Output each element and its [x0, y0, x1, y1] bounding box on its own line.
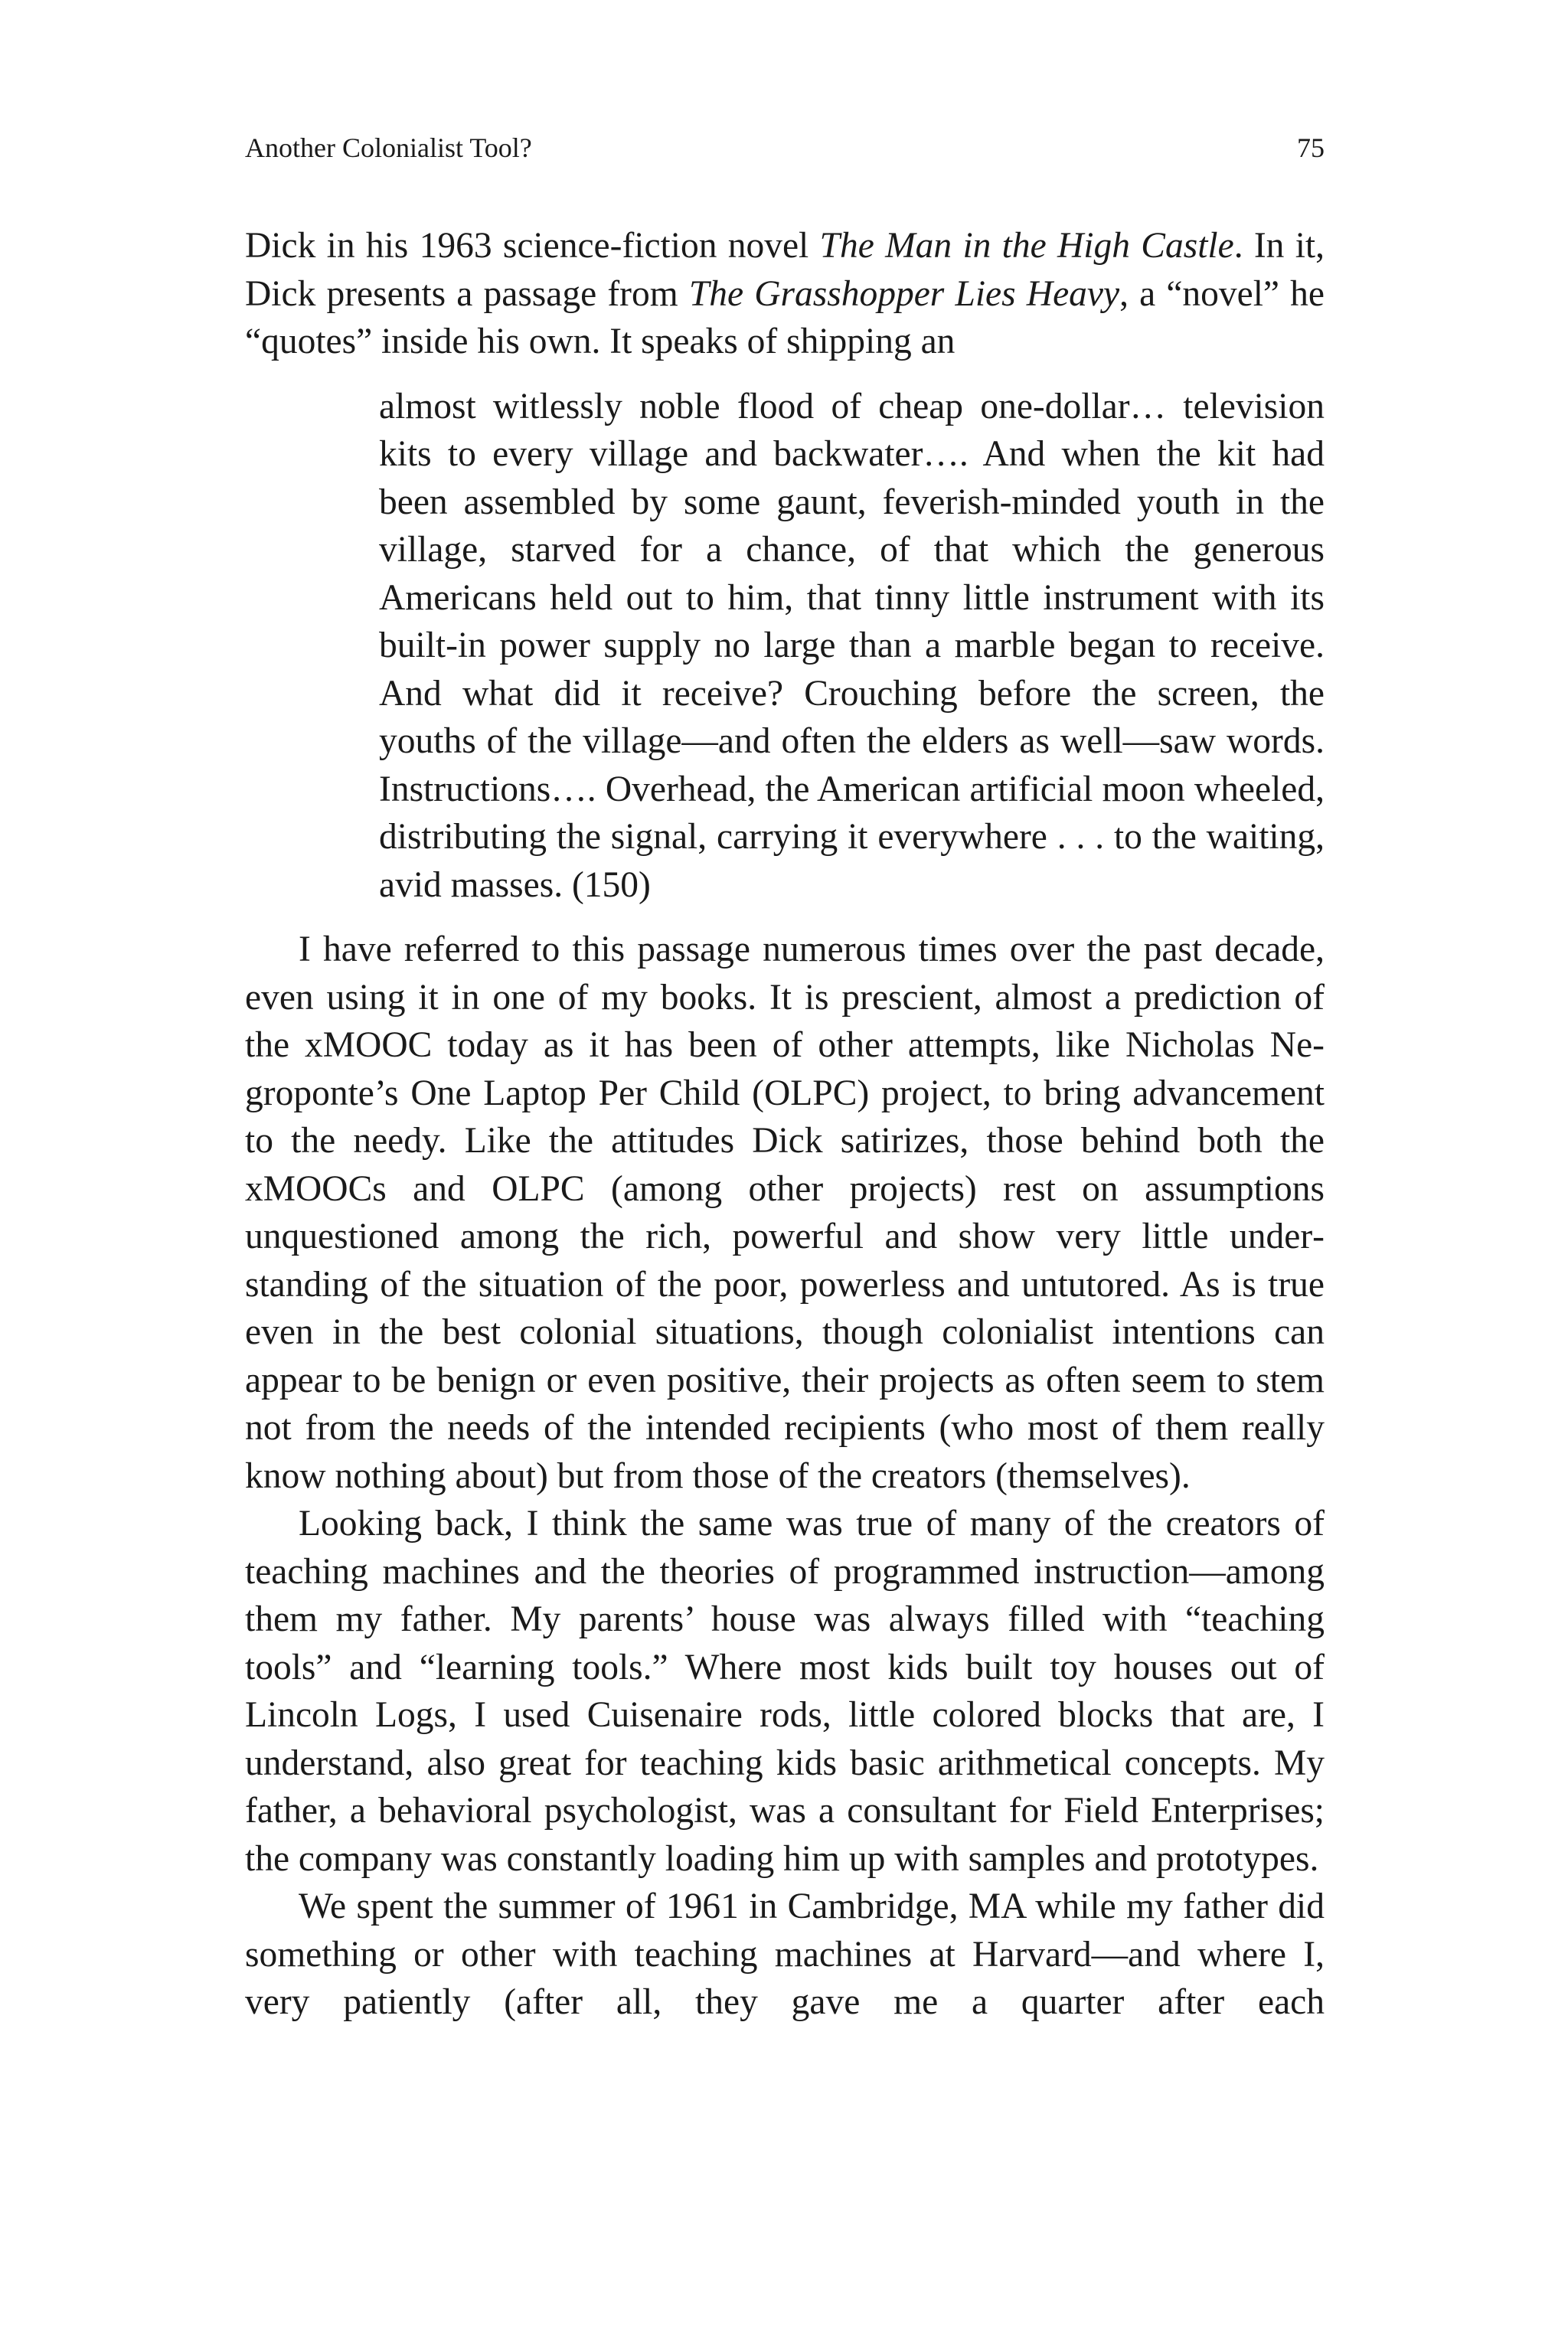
running-head	[245, 129, 1325, 167]
text-run: Dick in his 1963 science-fiction novel	[245, 226, 820, 266]
body-text	[245, 222, 1325, 2027]
paragraph-looking-back: Looking back, I think the same was true of many of the creators of teaching machines and the theories of programmed instruction—among them my father. My parents’ house was always filled with “teaching tools” and “learning tools.” Where most kids built toy houses out of Lincoln Logs, I used Cuisenaire rods, little colored blocks that are, I understand, also great for teaching kids basic arithmetical concepts. My father, a behavioral psychologist, was a consultant for Field Enterprises; the company was constantly loading him up with samples and prototypes.	[245, 1504, 1325, 1879]
page-number: 75	[1297, 132, 1325, 163]
running-title: Another Colonialist Tool?	[245, 132, 532, 163]
paragraph-intro	[245, 222, 1325, 366]
italic-title-man-in-high-castle: The Man in the High Castle	[819, 226, 1234, 266]
paragraph-commentary: I have referred to this passage numerous times over the past decade, even using it in one of my books. It is prescient, almost a prediction of the xMOOC today as it has been of other attempts, like Nicholas Negroponte’s One Laptop Per Child (OLPC) project, to bring advancement to the needy. Like the attitudes Dick satirizes, those behind both the xMOOCs and OLPC (among other projects) rest on assumptions unquestioned among the rich, powerful and show very little understanding of the situation of the poor, powerless and untutored. As is true even in the best colonial situations, though colonialist intentions can appear to be benign or even positive, their projects as often seem to stem not from the needs of the intended recipients (who most of them really know nothing about) but from those of the creators (themselves).	[245, 929, 1325, 1496]
text-run: , a “novel” he “quotes” inside his own. It speaks of shipping an	[245, 273, 1325, 361]
text-run: . In it, Dick presents a passage from	[245, 226, 1325, 314]
italic-title-grasshopper: The Grasshopper Lies Heavy	[688, 273, 1120, 314]
paragraph-summer-1961: We spent the summer of 1961 in Cambridge, MA while my father did something or other with teaching machines at Harvard—and where I, very patiently (after all, they gave me a quarter after each	[245, 1886, 1325, 2022]
block-quote: almost witlessly noble flood of cheap one-dollar… television kits to every village and backwater…. And when the kit had been assembled by some gaunt, feverish-minded youth in the village, starved for a chance, of that which the generous Americans held out to him, that tinny little instrument with its built-in power supply no large than a marble began to receive. And what did it receive? Crouching before the screen, the youths of the village—and often the elders as well—saw words. Instructions…. Overhead, the American artificial moon wheeled, distributing the signal, carrying it everywhere . . . to the waiting, avid masses. (150)	[379, 386, 1325, 905]
